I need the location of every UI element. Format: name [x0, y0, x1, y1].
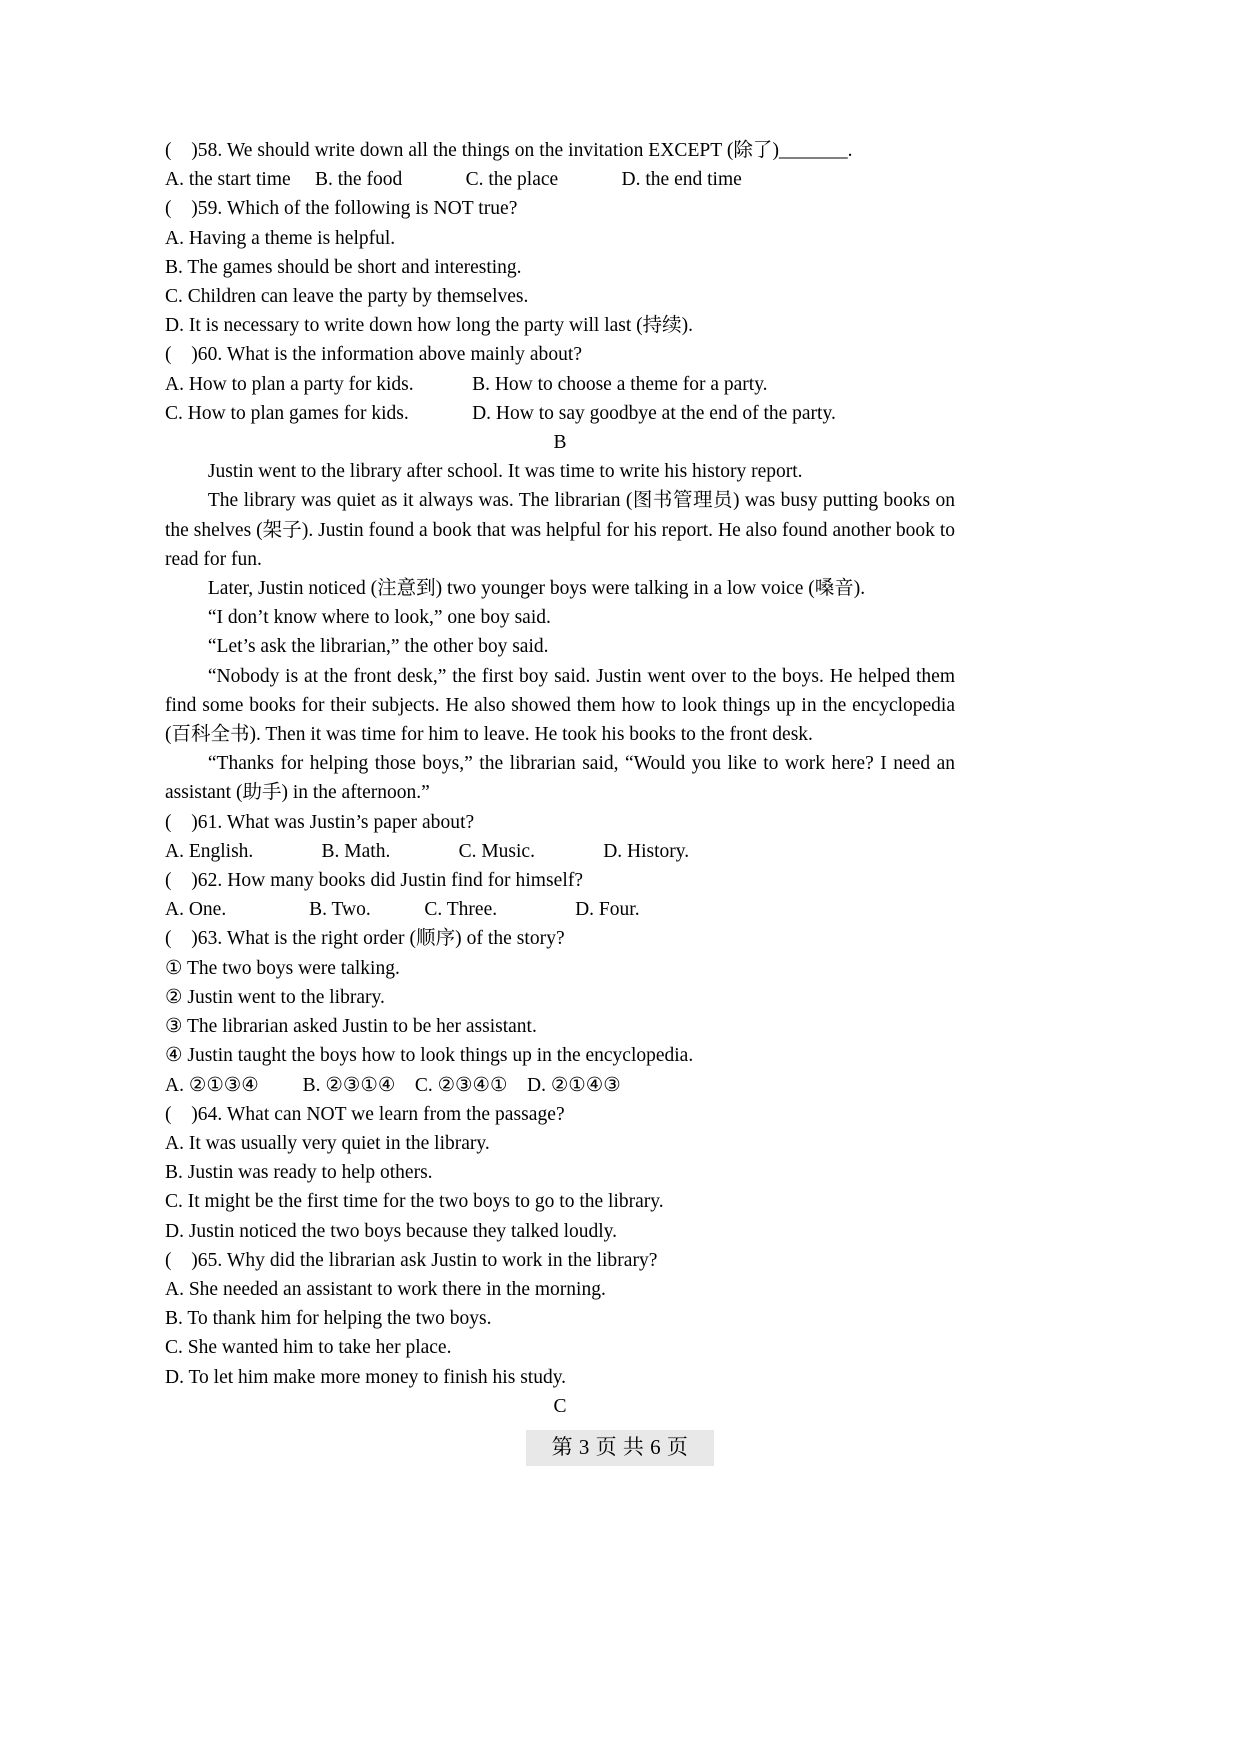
question-65-option-d: D. To let him make more money to finish his study. [165, 1366, 567, 1388]
section-letter-b: B [553, 432, 567, 454]
passage-dialogue-2: “Let’s ask the librarian,” the other boy said. [207, 636, 549, 658]
question-64-stem: ( )64. What can NOT we learn from the passage? [165, 1103, 565, 1125]
question-65-option-b: B. To thank him for helping the two boys. [165, 1308, 492, 1330]
question-63-item-1: ① The two boys were talking. [165, 957, 400, 979]
passage-paragraph-1: Justin went to the library after school. It was time to write his history report. [207, 461, 803, 483]
passage-paragraph-3: Later, Justin noticed (注意到) two younger boys were talking in a low voice (嗓音). [207, 578, 866, 600]
question-62-stem: ( )62. How many books did Justin find for himself? [165, 870, 584, 892]
page-footer-text: 第 3 页 共 6 页 [526, 1430, 715, 1466]
question-61-options: A. English. B. Math. C. Music. D. History. [165, 840, 690, 862]
question-64-option-d: D. Justin noticed the two boys because they talked loudly. [165, 1220, 618, 1242]
question-59-stem: ( )59. Which of the following is NOT true? [165, 198, 518, 220]
question-58-options: A. the start time B. the food C. the place D. the end time [165, 169, 742, 191]
question-59-option-c: C. Children can leave the party by themselves. [165, 286, 529, 308]
question-63-options: A. ②①③④ B. ②③①④ C. ②③④① D. ②①④③ [165, 1074, 621, 1096]
question-62-options: A. One. B. Two. C. Three. D. Four. [165, 899, 640, 921]
question-63-item-3: ③ The librarian asked Justin to be her assistant. [165, 1016, 537, 1038]
question-65-option-a: A. She needed an assistant to work there in the morning. [165, 1278, 606, 1300]
question-59-option-b: B. The games should be short and interesting. [165, 256, 522, 278]
question-63-item-4: ④ Justin taught the boys how to look things up in the encyclopedia. [165, 1045, 694, 1067]
page-footer [0, 1430, 1240, 1466]
passage-paragraph-5: “Thanks for helping those boys,” the librarian said, “Would you like to work here? I need an assistant (助手) in the afternoon.” [165, 753, 955, 804]
question-63-item-2: ② Justin went to the library. [165, 986, 385, 1008]
question-58-stem: ( )58. We should write down all the things on the invitation EXCEPT (除了)_______. [165, 140, 853, 161]
passage-dialogue-1: “I don’t know where to look,” one boy said. [207, 607, 551, 629]
question-59-option-d: D. It is necessary to write down how long the party will last (持续). [165, 315, 694, 337]
question-64-option-c: C. It might be the first time for the two boys to go to the library. [165, 1191, 664, 1213]
question-64-option-b: B. Justin was ready to help others. [165, 1162, 433, 1184]
section-letter-c: C [553, 1395, 567, 1417]
question-65-option-c: C. She wanted him to take her place. [165, 1337, 452, 1359]
question-63-stem: ( )63. What is the right order (顺序) of the story? [165, 928, 565, 950]
question-59-option-a: A. Having a theme is helpful. [165, 227, 396, 249]
question-61-stem: ( )61. What was Justin’s paper about? [165, 811, 475, 833]
question-65-stem: ( )65. Why did the librarian ask Justin to work in the library? [165, 1249, 658, 1271]
question-60-options-cd: C. How to plan games for kids. D. How to say goodbye at the end of the party. [165, 402, 836, 424]
question-60-stem: ( )60. What is the information above mainly about? [165, 344, 583, 366]
passage-paragraph-4: “Nobody is at the front desk,” the first boy said. Justin went over to the boys. He helped them find some books for their subjects. He also showed them how to look things up in the encyclopedia (百科全书). Then it was time for him to leave. He took his books to the front desk. [165, 665, 955, 746]
question-64-option-a: A. It was usually very quiet in the library. [165, 1132, 490, 1154]
page-content [165, 136, 955, 1421]
question-60-options-ab: A. How to plan a party for kids. B. How to choose a theme for a party. [165, 373, 768, 395]
passage-paragraph-2: The library was quiet as it always was. The librarian (图书管理员) was busy putting books on the shelves (架子). Justin found a book that was helpful for his report. He also found another book to read for fun. [165, 490, 955, 570]
